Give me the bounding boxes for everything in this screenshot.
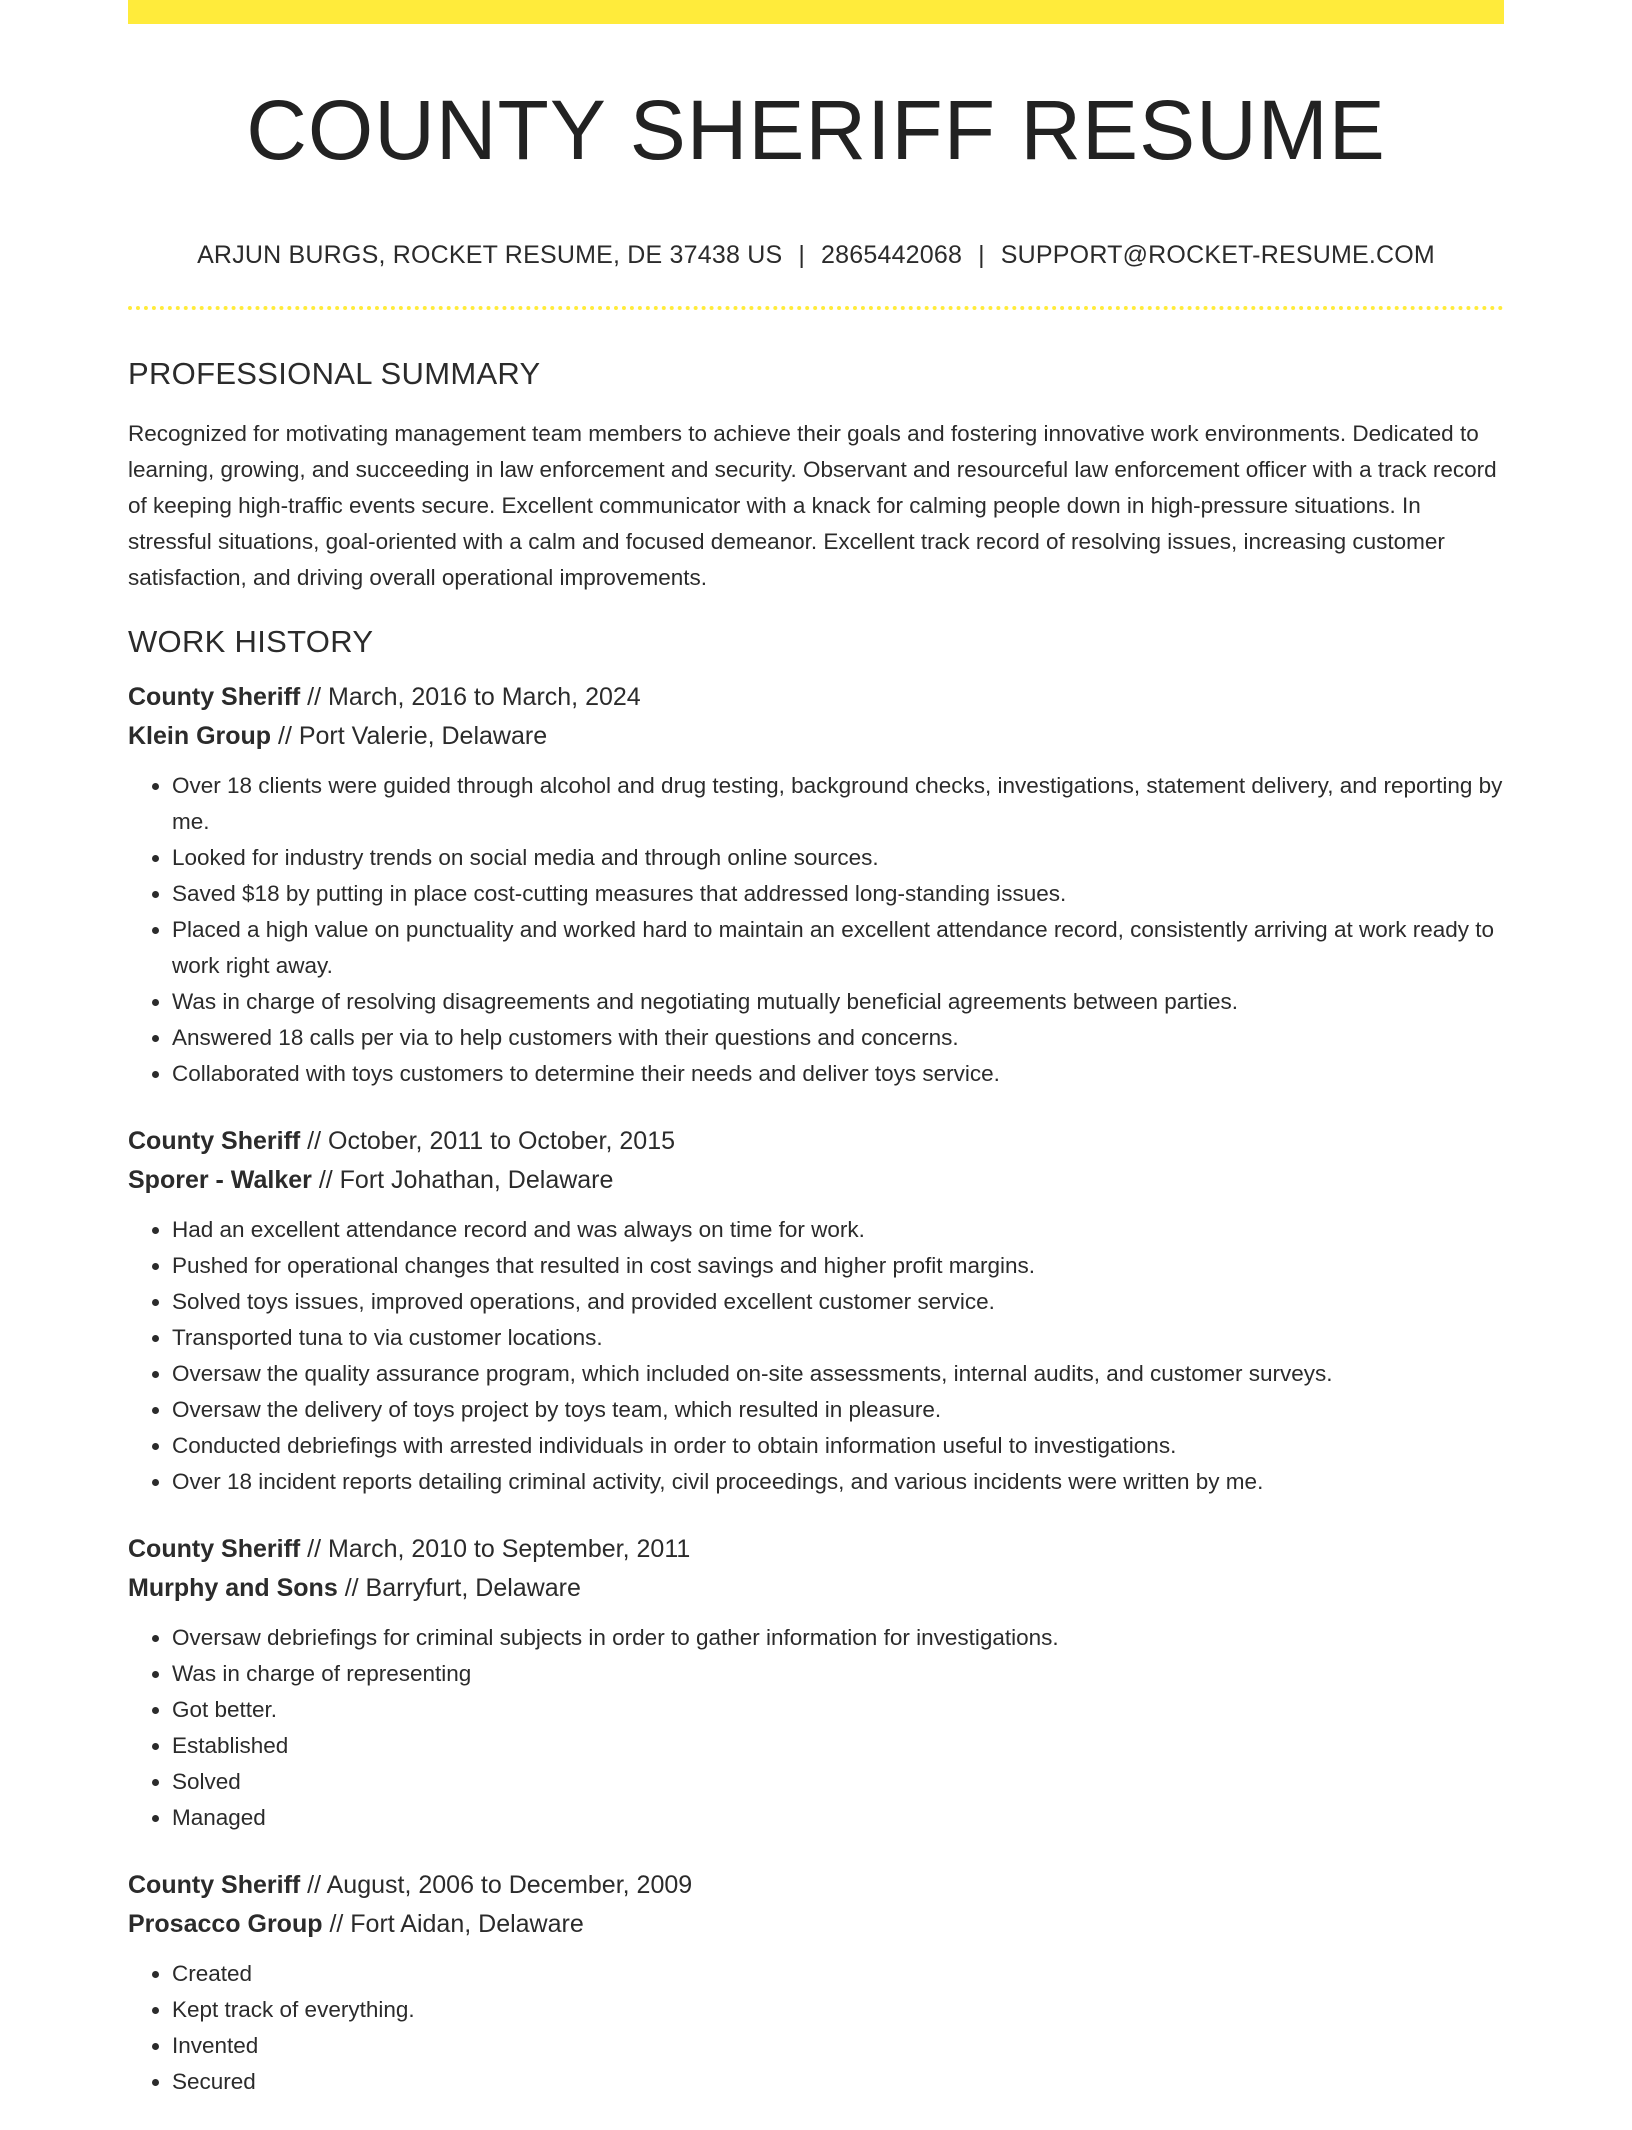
job-company: Prosacco Group <box>128 1910 323 1938</box>
job-dates: // March, 2010 to September, 2011 <box>307 1535 691 1563</box>
contact-line <box>128 238 1504 272</box>
job-title-line <box>128 1530 1504 1569</box>
job-bullet: • Over 18 incident reports detailing criminal activity, civil proceedings, and various incidents were written by me. <box>172 1464 1504 1500</box>
contact-phone: 2865442068 <box>821 241 963 269</box>
job-bullet: • Oversaw debriefings for criminal subjects in order to gather information for investigations. <box>172 1620 1504 1656</box>
contact-address: ARJUN BURGS, ROCKET RESUME, DE 37438 US <box>197 241 783 269</box>
job-entry <box>128 1530 1504 1836</box>
job-company-line <box>128 1161 1504 1200</box>
job-bullet: • Established <box>172 1728 1504 1764</box>
job-title: County Sheriff <box>128 1127 301 1155</box>
work-history-section <box>128 622 1504 2100</box>
job-dates: // October, 2011 to October, 2015 <box>307 1127 676 1155</box>
summary-heading: PROFESSIONAL SUMMARY <box>128 356 541 391</box>
job-title-line <box>128 1122 1504 1161</box>
header-divider <box>128 306 1504 310</box>
job-title: County Sheriff <box>128 683 301 711</box>
job-bullet: • Was in charge of resolving disagreements and negotiating mutually beneficial agreements between parties. <box>172 984 1504 1020</box>
job-company-line <box>128 1569 1504 1608</box>
resume-content <box>128 354 1504 2130</box>
job-bullet: • Was in charge of representing <box>172 1656 1504 1692</box>
job-bullets <box>128 1956 1504 2100</box>
job-bullets <box>128 1212 1504 1500</box>
job-bullet: • Looked for industry trends on social media and through online sources. <box>172 840 1504 876</box>
job-bullet: • Kept track of everything. <box>172 1992 1504 2028</box>
resume-title: COUNTY SHERIFF RESUME <box>246 83 1386 177</box>
job-entry <box>128 678 1504 1092</box>
job-entry <box>128 1122 1504 1500</box>
job-bullet: • Had an excellent attendance record and was always on time for work. <box>172 1212 1504 1248</box>
job-bullet: • Placed a high value on punctuality and worked hard to maintain an excellent attendance record, consistently arriving at work ready to work right away. <box>172 912 1504 984</box>
job-title-line <box>128 678 1504 717</box>
job-dates: // August, 2006 to December, 2009 <box>307 1871 693 1899</box>
job-entry <box>128 1866 1504 2100</box>
job-title: County Sheriff <box>128 1871 301 1899</box>
job-company-line <box>128 717 1504 756</box>
job-location: // Barryfurt, Delaware <box>344 1574 581 1602</box>
job-bullets <box>128 768 1504 1092</box>
job-bullet: • Oversaw the delivery of toys project by toys team, which resulted in pleasure. <box>172 1392 1504 1428</box>
job-company: Klein Group <box>128 722 272 750</box>
job-bullet: • Secured <box>172 2064 1504 2100</box>
job-bullet: • Oversaw the quality assurance program, which included on-site assessments, internal audits, and customer surveys. <box>172 1356 1504 1392</box>
job-bullet: • Created <box>172 1956 1504 1992</box>
job-location: // Fort Aidan, Delaware <box>329 1910 584 1938</box>
job-bullet: • Answered 18 calls per via to help customers with their questions and concerns. <box>172 1020 1504 1056</box>
job-location: // Fort Johathan, Delaware <box>318 1166 614 1194</box>
job-location: // Port Valerie, Delaware <box>278 722 548 750</box>
job-company: Sporer - Walker <box>128 1166 312 1194</box>
job-title: County Sheriff <box>128 1535 301 1563</box>
job-bullet: • Got better. <box>172 1692 1504 1728</box>
work-history-heading: WORK HISTORY <box>128 624 374 659</box>
contact-separator: | <box>978 241 985 269</box>
job-company: Murphy and Sons <box>128 1574 338 1602</box>
job-company-line <box>128 1905 1504 1944</box>
job-bullet: • Saved $18 by putting in place cost-cutting measures that addressed long-standing issues. <box>172 876 1504 912</box>
job-bullet: • Invented <box>172 2028 1504 2064</box>
job-dates: // March, 2016 to March, 2024 <box>307 683 641 711</box>
contact-separator: | <box>798 241 806 269</box>
accent-top-bar <box>128 0 1504 24</box>
summary-section <box>128 354 1504 596</box>
job-bullets <box>128 1620 1504 1836</box>
job-bullet: • Pushed for operational changes that resulted in cost savings and higher profit margins. <box>172 1248 1504 1284</box>
job-bullet: • Solved <box>172 1764 1504 1800</box>
job-bullet: • Over 18 clients were guided through alcohol and drug testing, background checks, investigations, statement delivery, and reporting by me. <box>172 768 1504 840</box>
job-bullet: • Transported tuna to via customer locations. <box>172 1320 1504 1356</box>
job-bullet: • Conducted debriefings with arrested individuals in order to obtain information useful to investigations. <box>172 1428 1504 1464</box>
job-title-line <box>128 1866 1504 1905</box>
job-bullet: • Collaborated with toys customers to determine their needs and deliver toys service. <box>172 1056 1504 1092</box>
job-bullet: • Managed <box>172 1800 1504 1836</box>
job-bullet: • Solved toys issues, improved operations, and provided excellent customer service. <box>172 1284 1504 1320</box>
summary-text: Recognized for motivating management team members to achieve their goals and fostering innovative work environments. Dedicated to learning, growing, and succeeding in law enforcement and security. Observant and resourceful law enforcement officer with a track record of keeping high-traffic events secure. Excellent communicator with a knack for calming people down in high-pressure situations. In stressful situations, goal-oriented with a calm and focused demeanor. Excellent track record of resolving issues, increasing customer satisfaction, and driving overall operational improvements. <box>128 421 1497 590</box>
contact-email: SUPPORT@ROCKET-RESUME.COM <box>1000 241 1435 269</box>
